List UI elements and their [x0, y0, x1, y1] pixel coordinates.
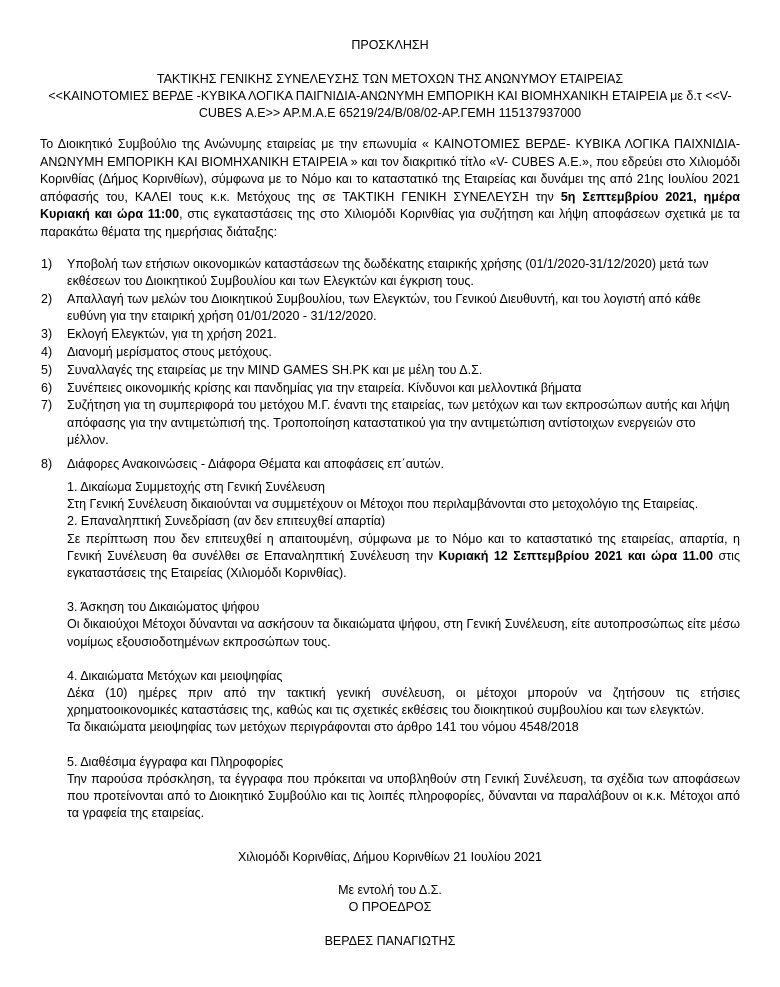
agenda-item-text: Συζήτηση για τη συμπεριφορά του μετόχου Μ.Γ. έναντι της εταιρείας, των μετόχων και των εκπροσώπων αυτής και λήψη απόφασης για την αντιμετώπισή της. Τροποποίηση καταστατικού για την αντιμετώπιση αντίστοιχων ενεργειών στο μέλλον.	[67, 398, 730, 447]
heading-line-1: ΤΑΚΤΙΚΗΣ ΓΕΝΙΚΗΣ ΣΥΝΕΛΕΥΣΗΣ ΤΩΝ ΜΕΤΟΧΩΝ ΤΗΣ ΑΝΩΝΥΜΟΥ ΕΤΑΙΡΕΙΑΣ	[156, 72, 624, 86]
agenda-item	[41, 291, 740, 326]
signer-name: ΒΕΡΔΕΣ ΠΑΝΑΓΙΩΤΗΣ	[324, 934, 456, 948]
agenda-item-text: Συνέπειες οικονομικής κρίσης και πανδημίας για την εταιρεία. Κίνδυνοι και μελλοντικά βήματα	[67, 380, 582, 395]
agenda-item-number: 2)	[41, 292, 53, 307]
document-title: ΠΡΟΣΚΛΗΣΗ	[351, 38, 429, 52]
agenda-item-text: Υποβολή των ετήσιων οικονομικών καταστάσεων της δωδέκατης εταιρικής χρήσης (01/1/2020-31/12/2020) μετά των εκθέσεων του Διοικητικού Συμβουλίου και των Ελεγκτών και έγκριση τους.	[67, 257, 709, 289]
agenda-item-number: 4)	[41, 344, 53, 359]
agenda-item	[41, 326, 740, 343]
agenda-item-number: 1)	[41, 257, 53, 271]
agenda-item-number: 5)	[41, 362, 53, 377]
agenda-item	[41, 344, 740, 361]
sections	[67, 479, 740, 822]
section-5-text: Την παρούσα πρόσκληση, τα έγγραφα που πρόκειται να υποβληθούν στη Γενική Συνέλευση, τα σχέδια των αποφάσεων που προτείνονται από το Διοικητικό Συμβούλιο και τις λοιπές πληροφορίες, δύνανται να παραλάβουν οι κ.κ. Μέτοχοι από τα γραφεία της εταιρείας.	[67, 771, 740, 821]
agenda-item-text: Εκλογή Ελεγκτών, για τη χρήση 2021.	[67, 327, 277, 342]
president-title: Ο ΠΡΟΕΔΡΟΣ	[348, 900, 432, 914]
agenda-item	[41, 362, 740, 379]
section-4-text: Δέκα (10) ημέρες πριν από την τακτική γενική συνέλευση, οι μέτοχοι μπορούν να ζητήσουν τις ετήσιες χρηματοοικονομικές καταστάσεις της, καθώς και τις σχετικές εκθέσεις του διοικητικού συμβουλίου και των ελεγκτών.	[67, 686, 740, 718]
section-2-text-part1: Σε περίπτωση που δεν επιτευχθεί η απαιτουμένη, σύμφωνα με το Νόμο και το καταστατικό της εταιρείας, απαρτία, η Γενική Συνέλευση θα συνέλθει σε Επαναληπτική Συνέλευση την	[67, 531, 740, 563]
agenda-list	[41, 256, 740, 474]
agenda-item-number: 6)	[41, 380, 53, 395]
agenda-item	[41, 256, 740, 291]
agenda-item	[41, 380, 740, 397]
intro-text-part1: Το Διοικητικό Συμβούλιο της Ανώνυμης εταιρείας με την επωνυμία « ΚΑΙΝΟΤΟΜΙΕΣ ΒΕΡΔΕ- ΚΥΒΙΚΑ ΛΟΓΙΚΑ ΠΑΙΧΝΙΔΙΑ-ΑΝΩΝΥΜΗ ΕΜΠΟΡΙΚΗ ΚΑΙ ΒΙΟΜΗΧΑΝΙΚΗ ΕΤΑΙΡΕΙΑ » και τον διακριτικό τίτλο «V- CUBES Α.Ε.», που εδρεύει στο Χιλιομόδι Κορινθίας (Δήμος Κορινθίων), σύμφωνα με το Νόμο και το καταστατικό της Εταιρείας και δυνάμει της από 21ης Ιουλίου 2021 απόφασής του, ΚΑΛΕΙ τους κ.κ. Μετόχους της σε ΤΑΚΤΙΚΗ ΓΕΝΙΚΗ ΣΥΝΕΛΕΥΣΗ την	[40, 137, 740, 204]
section-4-heading: 4. Δικαιώματα Μετόχων και μειοψηφίας	[67, 668, 283, 683]
intro-text-part2: , στις εγκαταστάσεις της στο Χιλιομόδι Κορινθίας για συζήτηση και λήψη αποφάσεων σχετικά με τα παρακάτω θέματα της ημερήσιας διάταξης:	[40, 207, 741, 239]
agenda-item-number: 7)	[41, 398, 53, 413]
heading-line-2: <<ΚΑΙΝΟΤΟΜΙΕΣ ΒΕΡΔΕ -ΚΥΒΙΚΑ ΛΟΓΙΚΑ ΠΑΙΓΝΙΔΙΑ-ΑΝΩΝΥΜΗ ΕΜΠΟΡΙΚΗ ΚΑΙ ΒΙΟΜΗΧΑΝΙΚΗ ΕΤΑΙΡΕΙΑ με δ.τ <<V-	[48, 89, 732, 103]
heading-line-3: CUBES Α.Ε>> ΑΡ.Μ.Α.Ε 65219/24/Β/08/02-ΑΡ.ΓΕΜΗ 115137937000	[198, 106, 582, 120]
agenda-item-text: Απαλλαγή των μελών του Διοικητικού Συμβουλίου, των Ελεγκτών, του Γενικού Διευθυντή, και του λογιστή από κάθε ευθύνη για την εταιρική χρήση 01/01/2020 - 31/12/2020.	[67, 292, 701, 324]
agenda-item	[41, 397, 740, 449]
by-order-line: Με εντολή του Δ.Σ.	[338, 883, 442, 897]
section-2-text-part2: στις εγκαταστάσεις της Εταιρείας (Χιλιομόδι Κορινθίας).	[67, 548, 740, 581]
agenda-item-text: Συναλλαγές της εταιρείας με την MIND GAMES SH.PK και με μέλη του Δ.Σ.	[67, 362, 483, 377]
section-2-text	[67, 531, 740, 583]
agenda-item-number: 3)	[41, 327, 53, 342]
agenda-item	[41, 456, 740, 473]
section-1-text: Στη Γενική Συνέλευση δικαιούνται να συμμετέχουν οι Μέτοχοι που περιλαμβάνονται στο μετοχολόγιο της Εταιρείας.	[67, 497, 699, 512]
section-2-heading: 2. Επαναληπτική Συνεδρίαση (αν δεν επιτευχθεί απαρτία)	[67, 514, 386, 529]
section-1-heading: 1. Δικαίωμα Συμμετοχής στη Γενική Συνέλευση	[67, 480, 325, 494]
intro-date-bold: 5η Σεπτεμβρίου 2021, ημέρα Κυριακή και ώρα 11:00	[40, 189, 740, 222]
section-2-date-bold: Κυριακή 12 Σεπτεμβρίου 2021 και ώρα 11.00	[438, 548, 714, 563]
section-4-text-minority: Τα δικαιώματα μειοψηφίας των μετόχων περιγράφονται στο άρθρο 141 του νόμου 4548/2018	[67, 720, 579, 735]
section-3-text: Οι δικαιούχοι Μέτοχοι δύνανται να ασκήσουν τα δικαιώματα ψήφου, στη Γενική Συνέλευση, είτε αυτοπροσώπως είτε μέσω νομίμως εξουσιοδοτημένων εκπροσώπων τους.	[67, 617, 740, 649]
section-3-heading: 3. Άσκηση του Δικαιώματος ψήφου	[67, 600, 260, 615]
section-5-heading: 5. Διαθέσιμα έγγραφα και Πληροφορίες	[67, 754, 284, 769]
agenda-item-number: 8)	[41, 457, 53, 472]
intro-paragraph	[40, 136, 740, 242]
agenda-item-text: Διανομή μερίσματος στους μετόχους.	[67, 344, 272, 359]
place-date: Χιλιομόδι Κορινθίας, Δήμου Κορινθίων 21 Ιουλίου 2021	[238, 850, 542, 864]
agenda-item-text: Διάφορες Ανακοινώσεις - Διάφορα Θέματα και αποφάσεις επ΄αυτών.	[67, 457, 444, 472]
